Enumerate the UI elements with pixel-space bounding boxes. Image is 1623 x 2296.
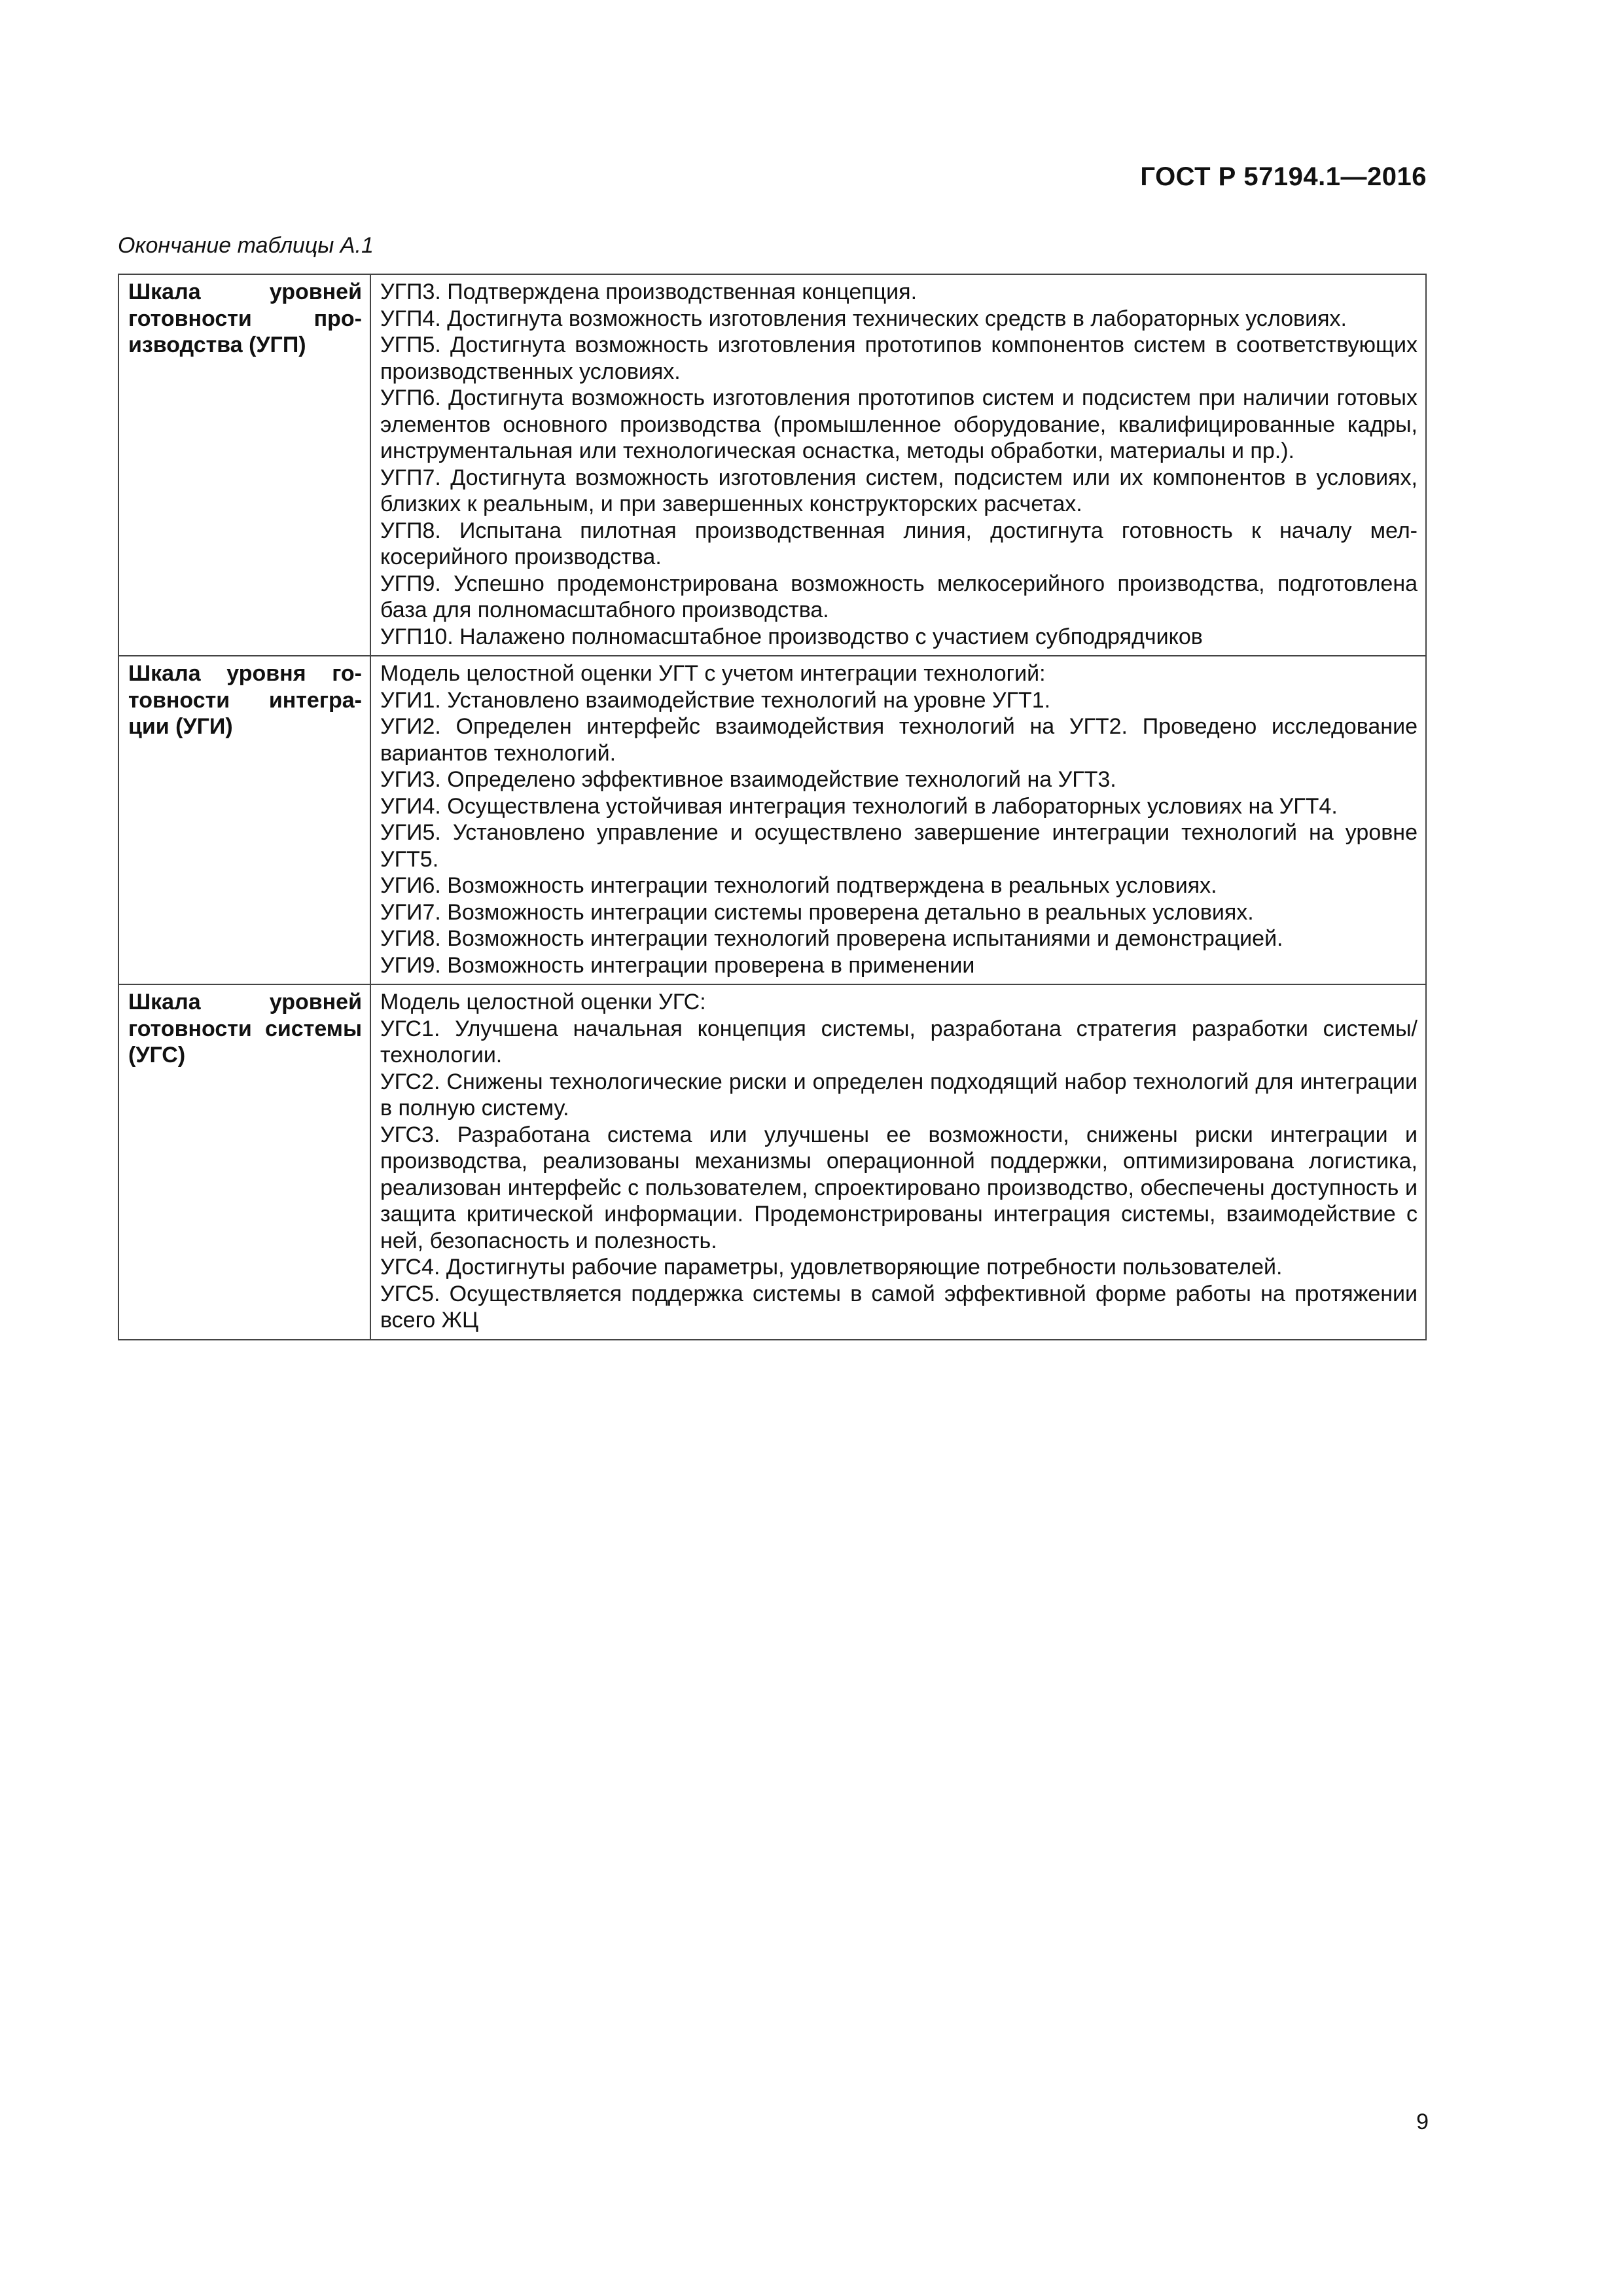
document-code: ГОСТ Р 57194.1—2016 [1140,162,1427,191]
list-item: УГИ6. Возможность интеграции технологий подтверждена в реальных условиях. [380,873,1217,898]
list-item: УГП7. Достигнута возможность изготовления систем, подсистем или их компонентов в условиях, близких к реальным, и при завершенных конструкторских расчетах. [380,465,1418,516]
list-item: Модель целостной оценки УГТ с учетом интеграции технологий: [380,661,1046,686]
list-item: УГП10. Налажено полномасштабное производство с участием субподрядчиков [380,624,1203,649]
page-number: 9 [1416,2109,1429,2134]
list-item: УГИ7. Возможность интеграции системы проверена детально в реальных условиях. [380,899,1254,925]
list-item: УГС4. Достигнуты рабочие параметры, удовлетворяющие потребности пользователей. [380,1255,1283,1280]
list-item: УГП5. Достигнута возможность изготовления прототипов компонентов систем в соответствующих производственных условиях. [380,332,1418,384]
row-label-ugp: Шкала уровней готовности производства (УГП) [118,274,370,656]
list-item: УГИ4. Осуществлена устойчивая интеграция технологий в лабораторных условиях на УГТ4. [380,793,1338,819]
readiness-scales-table-container [118,274,1427,1340]
list-item: УГС5. Осуществляется поддержка системы в самой эффективной форме работы на протяжении всего ЖЦ [380,1281,1418,1333]
table-caption: Окончание таблицы А.1 [118,233,374,258]
row-label-ugs: Шкала уровней готовности системы (УГС) [118,984,370,1340]
row-content-ugp [370,274,1426,656]
row-content-ugi [370,656,1426,984]
list-item: УГИ1. Установлено взаимодействие технологий на уровне УГТ1. [380,687,1051,713]
row-label-ugi: Шкала уровня готовности интеграции (УГИ) [118,656,370,984]
list-item: УГП3. Подтверждена производственная концепция. [380,279,918,304]
list-item: УГП8. Испытана пилотная производственная линия, достигнута готовность к началу мелкосерийного производства. [380,518,1418,569]
list-item: УГИ5. Установлено управление и осуществлено завершение интеграции технологий на уровне УГТ5. [380,820,1418,872]
list-item: УГИ8. Возможность интеграции технологий проверена испытаниями и демонстрацией. [380,926,1283,951]
table-row [118,656,1426,984]
table-row [118,984,1426,1340]
row-content-ugs [370,984,1426,1340]
list-item: УГИ2. Определен интерфейс взаимодействия технологий на УГТ2. Проведено исследование вариантов технологий. [380,714,1418,766]
list-item: УГП9. Успешно продемонстрирована возможность мелкосерийного производства, подготовлена база для полномасштабного производства. [380,571,1418,622]
list-item: УГП4. Достигнута возможность изготовления технических средств в лабораторных условиях. [380,306,1347,331]
list-item: УГИ9. Возможность интеграции проверена в применении [380,952,975,978]
list-item: УГИ3. Определено эффективное взаимодействие технологий на УГТ3. [380,767,1116,792]
list-item: УГС3. Разработана система или улучшены ее возможности, снижены риски интеграции и производства, реализованы механизмы операционной поддержки, оптимизирована логистика, реализован интерфейс с пользователем, спроектировано производство, обеспечены доступность и защита критической информации. Продемонстрированы интеграция системы, взаимодействие с ней, безопасность и полезность. [380,1122,1418,1253]
readiness-scales-table [118,274,1427,1340]
list-item: УГС2. Снижены технологические риски и определен подходящий набор технологий для интеграции в полную систему. [380,1069,1418,1121]
list-item: УГС1. Улучшена начальная концепция системы, разработана стратегия разработки системы/технологии. [380,1016,1418,1067]
list-item: Модель целостной оценки УГС: [380,990,706,1014]
table-row [118,274,1426,656]
list-item: УГП6. Достигнута возможность изготовления прототипов систем и подсистем при наличии готовых элементов основного производства (промышленное оборудование, квалифицированные кадры, инструментальная или технологическая оснастка, методы обработки, материалы и пр.). [380,386,1418,463]
